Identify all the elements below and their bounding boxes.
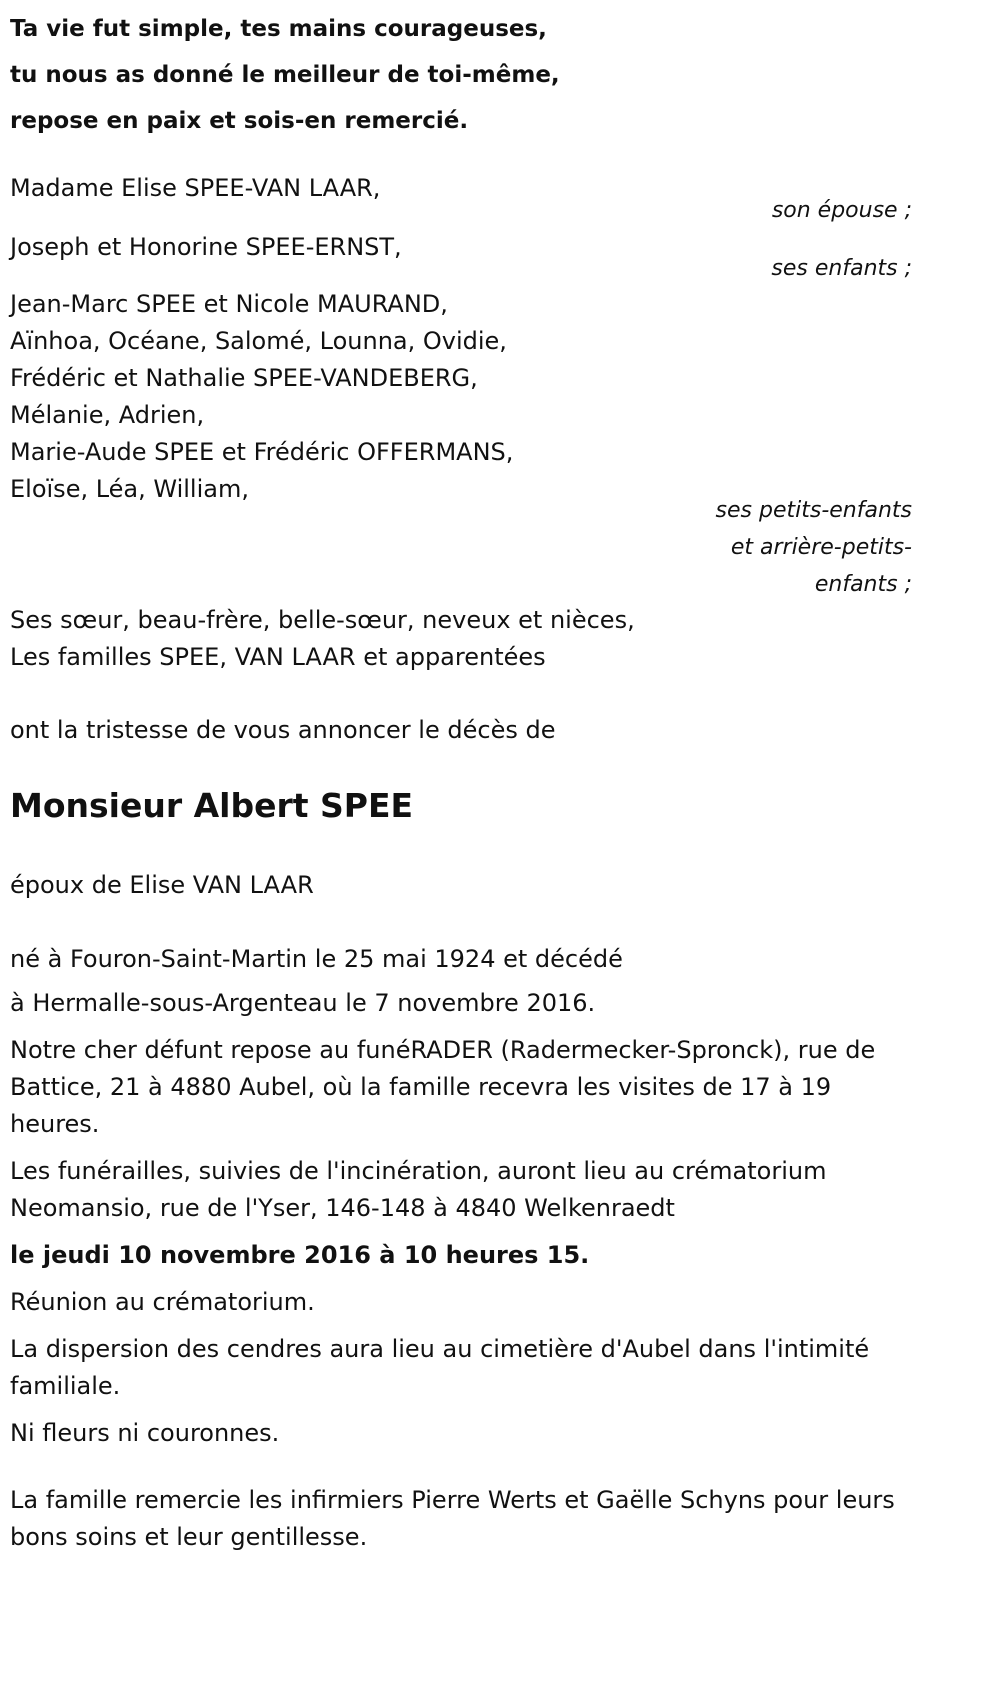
children-role: ses enfants ; (771, 256, 912, 281)
spouse-name: Madame Elise SPEE-VAN LAAR, (10, 174, 381, 202)
flowers-info: Ni fleurs ni couronnes. (10, 1419, 280, 1447)
grandchildren-role-line: enfants ; (814, 572, 912, 597)
poem (10, 6, 910, 144)
rest-info: Notre cher défunt repose au funéRADER (Radermecker-Spronck), rue de Battice, 21 à 4880 Aubel, où la famille recevra les visites de 17 à 19 heures. (10, 1036, 876, 1138)
grandchildren-line: Frédéric et Nathalie SPEE-VANDEBERG, (10, 364, 478, 392)
grandchildren-line: Eloïse, Léa, William, (10, 475, 249, 503)
ashes-info: La dispersion des cendres aura lieu au cimetière d'Aubel dans l'intimité familiale. (10, 1335, 870, 1400)
grandchildren-role (716, 492, 912, 603)
birth-info: né à Fouron-Saint-Martin le 25 mai 1924 et décédé (10, 945, 623, 973)
extended-family-line: Ses sœur, beau-frère, belle-sœur, neveux et nièces, (10, 606, 635, 634)
thanks: La famille remercie les infirmiers Pierre Werts et Gaëlle Schyns pour leurs bons soins et leur gentillesse. (10, 1486, 895, 1551)
grandchildren-line: Aïnhoa, Océane, Salomé, Lounna, Ovidie, (10, 327, 507, 355)
grandchildren-line: Marie-Aude SPEE et Frédéric OFFERMANS, (10, 438, 514, 466)
announcement: ont la tristesse de vous annoncer le décès de (10, 716, 556, 744)
grandchildren-role-line: ses petits-enfants (715, 498, 912, 523)
details-block (10, 985, 910, 1452)
death-info: à Hermalle-sous-Argenteau le 7 novembre 2016. (10, 989, 596, 1017)
poem-line: repose en paix et sois-en remercié. (10, 108, 469, 134)
deceased-name: Monsieur Albert SPEE (10, 786, 414, 825)
children-names: Joseph et Honorine SPEE-ERNST, (10, 233, 402, 261)
spouse-role: son épouse ; (771, 198, 912, 223)
spouse-of: époux de Elise VAN LAAR (10, 871, 314, 899)
meeting-info: Réunion au crématorium. (10, 1288, 315, 1316)
funeral-date: le jeudi 10 novembre 2016 à 10 heures 15. (10, 1241, 590, 1269)
extended-family-line: Les familles SPEE, VAN LAAR et apparentées (10, 643, 546, 671)
grandchildren-line: Mélanie, Adrien, (10, 401, 205, 429)
poem-line: tu nous as donné le meilleur de toi-même, (10, 62, 560, 88)
grandchildren-role-line: et arrière-petits- (730, 535, 912, 560)
poem-line: Ta vie fut simple, tes mains courageuses, (10, 16, 547, 42)
grandchildren-line: Jean-Marc SPEE et Nicole MAURAND, (10, 290, 448, 318)
funeral-info: Les funérailles, suivies de l'incinération, auront lieu au crématorium Neomansio, rue de l'Yser, 146-148 à 4840 Welkenraedt (10, 1157, 827, 1222)
